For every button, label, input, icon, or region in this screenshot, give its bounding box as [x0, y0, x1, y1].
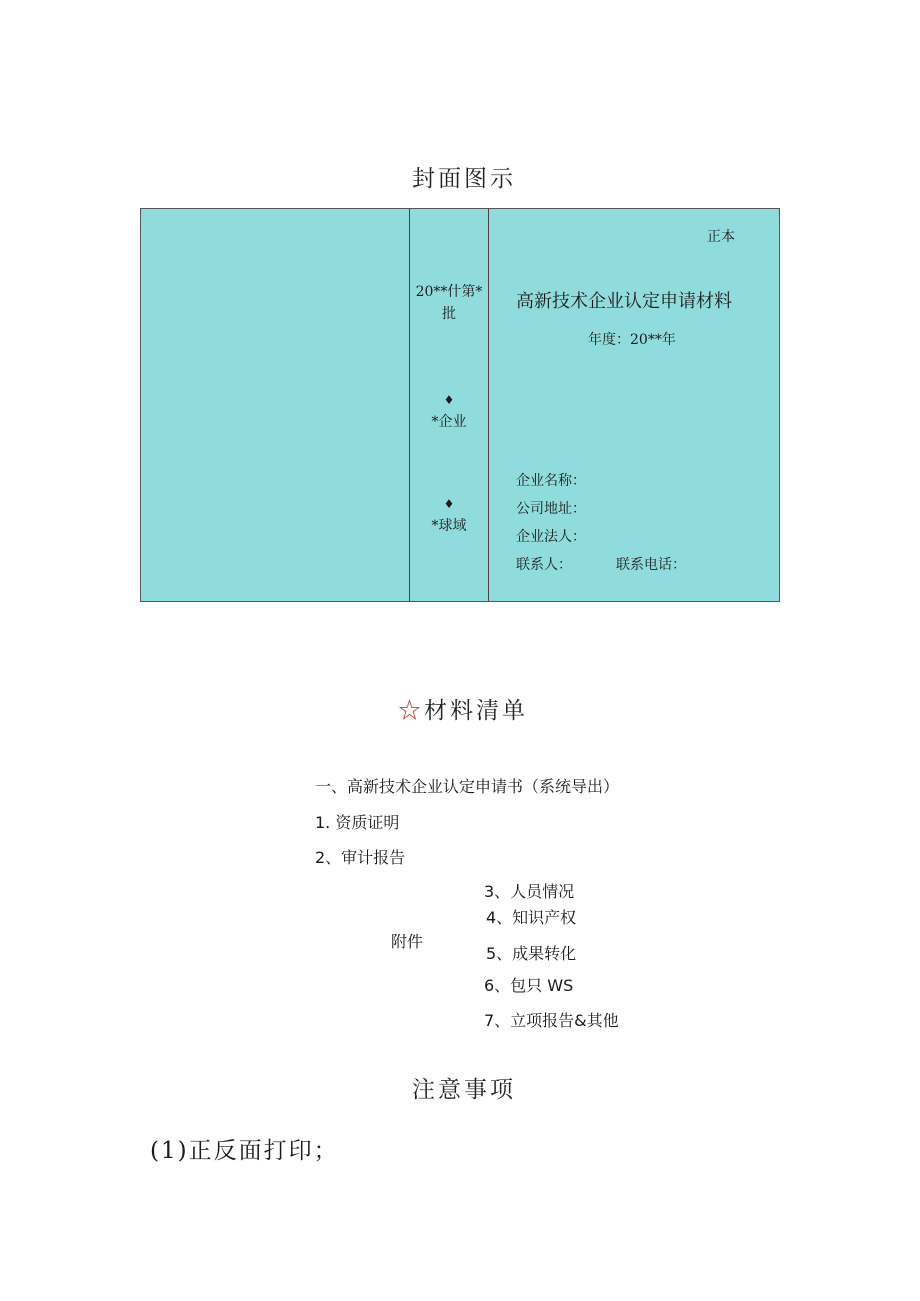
spine-batch-line2: 批 — [442, 306, 456, 322]
spine-region-label: *球域 — [431, 518, 467, 534]
cover-title: 高新技术企业认定申请材料 — [516, 291, 732, 312]
note-item-1: (1)正反面打印； — [150, 1138, 339, 1164]
attachment-item: 3、人员情况 — [484, 882, 575, 901]
star-icon: ☆ — [398, 698, 424, 724]
diamond-icon: ♦ — [443, 497, 455, 511]
spine-region — [410, 493, 488, 537]
materials-section-title — [398, 692, 528, 725]
attachment-item: 7、立项报告&其他 — [484, 1011, 619, 1030]
attachment-item: 6、包只 WS — [484, 976, 574, 995]
spine-batch-line1: 20**什第* — [415, 284, 483, 300]
spine-company-label: *企业 — [431, 414, 467, 430]
attachments-label: 附件 — [391, 932, 424, 951]
material-item-main: 一、高新技术企业认定申请书（系统导出） — [315, 777, 620, 796]
company-address-label: 公司地址： — [516, 501, 586, 517]
diamond-icon: ♦ — [443, 393, 455, 407]
cover-year: 年度：20**年 — [588, 332, 676, 348]
copy-label: 正本 — [707, 229, 735, 245]
attachment-item: 4、知识产权 — [486, 908, 577, 927]
materials-title-text: 材料清单 — [424, 698, 528, 724]
legal-person-label: 企业法人： — [516, 529, 586, 545]
spine-company — [410, 389, 488, 433]
company-name-label: 企业名称： — [516, 473, 586, 489]
material-item-1: 1. 资质证明 — [315, 813, 400, 832]
material-item-2: 2、审计报告 — [315, 848, 406, 867]
contact-label: 联系人： — [516, 557, 572, 573]
spine-batch — [410, 281, 488, 325]
cover-illustration — [140, 208, 780, 602]
spine-right-divider — [488, 209, 489, 601]
notes-section-title: 注意事项 — [412, 1077, 516, 1103]
cover-section-title: 封面图示 — [412, 166, 516, 192]
attachment-item: 5、成果转化 — [486, 944, 577, 963]
phone-label: 联系电话： — [616, 557, 686, 573]
